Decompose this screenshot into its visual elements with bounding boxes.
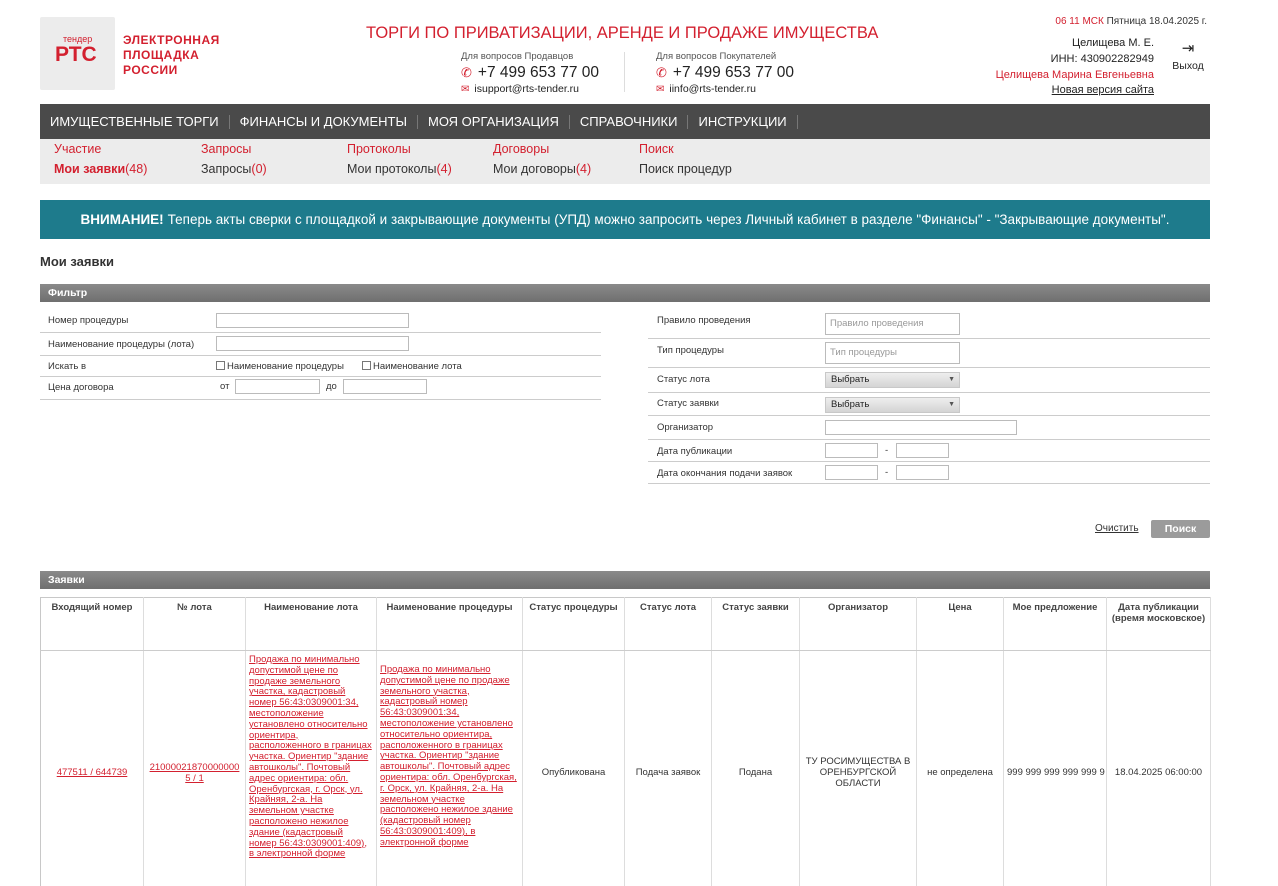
applications-section-header: Заявки [40,571,1210,589]
subnav-requests: Запросы Запросы(0) [201,142,267,176]
procedure-name-label: Наименование процедуры (лота) [48,339,195,350]
nav-finance-documents[interactable]: ФИНАНСЫ И ДОКУМЕНТЫ [230,115,418,129]
price-from-input[interactable] [235,379,320,394]
col-organizer[interactable]: Организатор [800,598,917,651]
page-title: Мои заявки [40,254,114,269]
checkbox-icon [362,361,371,370]
table-row [41,651,1211,886]
col-procedure-status[interactable]: Статус процедуры [523,598,625,651]
top-nav [40,104,1210,139]
rule-input[interactable]: Правило проведения [825,313,960,335]
publication-date: 18.04.2025 06:00:00 [1107,651,1211,886]
col-lot-number[interactable]: № лота [144,598,246,651]
col-price[interactable]: Цена [917,598,1004,651]
buyers-caption: Для вопросов Покупателей [656,51,777,62]
nav-property-trades[interactable]: ИМУЩЕСТВЕННЫЕ ТОРГИ [50,115,230,129]
filter-section-header: Фильтр [40,284,1210,302]
rts-logo[interactable] [40,17,115,90]
dropdown-arrow-icon: ▼ [948,401,955,408]
filter-divider [40,399,601,400]
brand-name: ЭЛЕКТРОННАЯ ПЛОЩАДКА РОССИИ [123,33,220,77]
filter-divider [648,483,1210,484]
user-inn: ИНН: 430902282949 [1050,53,1154,65]
mail-icon: ✉ [656,84,665,95]
rule-label: Правило проведения [657,315,751,326]
filter-divider [40,376,601,377]
col-procedure-name[interactable]: Наименование процедуры [377,598,523,651]
col-publication-date[interactable]: Дата публикации (время московское) [1107,598,1211,651]
organizer-label: Организатор [657,422,714,433]
application-status-label: Статус заявки [657,398,719,409]
dropdown-arrow-icon: ▼ [948,376,955,383]
sellers-caption: Для вопросов Продавцов [461,51,574,62]
procedure-number-label: Номер процедуры [48,315,129,326]
deadline-from-input[interactable] [825,465,878,480]
contact-divider [624,52,625,92]
application-status: Подана [712,651,800,886]
table-header-row [41,598,1211,651]
col-application-status[interactable]: Статус заявки [712,598,800,651]
organizer: ТУ РОСИМУЩЕСТВА В ОРЕНБУРГСКОЙ ОБЛАСТИ [800,651,917,886]
contract-price-label: Цена договора [48,382,114,393]
col-lot-name[interactable]: Наименование лота [246,598,377,651]
deadline-to-input[interactable] [896,465,949,480]
buyers-phone: ✆ +7 499 653 77 00 [656,64,795,81]
organizer-input[interactable] [825,420,1017,435]
mail-icon: ✉ [461,84,470,95]
procedure-status: Опубликована [523,651,625,886]
col-incoming-number[interactable]: Входящий номер [41,598,144,651]
lot-status-select[interactable]: Выбрать ▼ [825,372,960,388]
filter-divider [648,439,1210,440]
subnav-my-contracts[interactable]: Мои договоры(4) [493,162,592,176]
clear-filter-link[interactable]: Очистить [1095,523,1139,534]
site-title: ТОРГИ ПО ПРИВАТИЗАЦИИ, АРЕНДЕ И ПРОДАЖЕ ИМУЩЕСТВА [366,24,879,42]
price: не определена [917,651,1004,886]
search-in-procedure-checkbox[interactable]: Наименование процедуры [216,361,344,372]
datetime: 06 11 МСК Пятница 18.04.2025 г. [1055,16,1207,27]
incoming-number-link[interactable]: 477511 / 644739 [41,651,144,886]
phone-icon: ✆ [656,65,667,80]
nav-instructions[interactable]: ИНСТРУКЦИИ [688,115,797,129]
price-to-label: до [326,381,337,392]
subnav-search-procedures[interactable]: Поиск процедур [639,162,732,176]
price-to-input[interactable] [343,379,427,394]
lot-number-link[interactable]: 21000021870000000 5 / 1 [144,651,246,886]
filter-divider [648,392,1210,393]
user-full-name[interactable]: Целищева Марина Евгеньевна [995,69,1154,81]
phone-icon: ✆ [461,65,472,80]
checkbox-icon [216,361,225,370]
col-my-offer[interactable]: Мое предложение [1004,598,1107,651]
nav-references[interactable]: СПРАВОЧНИКИ [570,115,689,129]
publication-date-label: Дата публикации [657,446,733,457]
price-from-label: от [220,381,230,392]
filter-divider [648,338,1210,339]
nav-my-organization[interactable]: МОЯ ОРГАНИЗАЦИЯ [418,115,570,129]
subnav-contracts: Договоры Мои договоры(4) [493,142,592,176]
filter-divider [648,367,1210,368]
search-in-label: Искать в [48,361,87,372]
publication-date-from-input[interactable] [825,443,878,458]
subnav-requests-link[interactable]: Запросы(0) [201,162,267,176]
date-dash: - [885,467,889,478]
new-version-link[interactable]: Новая версия сайта [1051,84,1154,96]
sub-nav [40,139,1210,184]
notice-banner: ВНИМАНИЕ! Теперь акты сверки с площадкой и закрывающие документы (УПД) можно запросить через Личный кабинет в разделе "Финансы" - "Закрывающие документы". [40,200,1210,239]
my-offer: 999 999 999 999 999 9 [1004,651,1107,886]
logout-icon: ⇥ [1181,40,1195,57]
sellers-phone: ✆ +7 499 653 77 00 [461,64,600,81]
col-lot-status[interactable]: Статус лота [625,598,712,651]
filter-divider [648,461,1210,462]
subnav-my-applications[interactable]: Мои заявки(48) [54,162,148,176]
procedure-name-link[interactable]: Продажа по минимально допустимой цене по продаже земельного участка, кадастровый номер 56:43:0309001:34, местоположение установлено относительно ориентира, расположенного в границах участка. Ориентир "здание автошколы". Почтовый адрес ориентира: обл. Оренбургская, г. Орск, ул. Крайняя, 2-а. На земельном участке расположено нежилое здание (кадастровый номер 56:43:0309001:409), в электронной форме [377,651,523,886]
date-dash: - [885,445,889,456]
procedure-type-label: Тип процедуры [657,345,724,356]
logo-big-text: РТС [55,43,97,66]
search-button[interactable]: Поиск [1151,520,1210,538]
procedure-name-input[interactable] [216,336,409,351]
filter-divider [648,415,1210,416]
sellers-email[interactable]: ✉ isupport@rts-tender.ru [461,83,580,95]
applications-table [40,597,1211,886]
lot-status-label: Статус лота [657,374,710,385]
user-short-name: Целищева М. Е. [1071,37,1154,49]
filter-divider [40,332,601,333]
logo-small-text: тендер [63,34,93,44]
buyers-email[interactable]: ✉ iinfo@rts-tender.ru [656,83,756,95]
search-in-lot-checkbox[interactable]: Наименование лота [362,361,462,372]
subnav-protocols: Протоколы Мои протоколы(4) [347,142,452,176]
lot-status: Подача заявок [625,651,712,886]
subnav-search: Поиск Поиск процедур [639,142,732,176]
procedure-number-input[interactable] [216,313,409,328]
logout-button[interactable]: ⇥ Выход [1172,40,1204,72]
subnav-my-protocols[interactable]: Мои протоколы(4) [347,162,452,176]
procedure-type-input[interactable]: Тип процедуры [825,342,960,364]
application-status-select[interactable]: Выбрать ▼ [825,397,960,413]
filter-divider [40,355,601,356]
publication-date-to-input[interactable] [896,443,949,458]
deadline-label: Дата окончания подачи заявок [657,468,793,479]
subnav-participation: Участие Мои заявки(48) [54,142,148,176]
lot-name-link[interactable]: Продажа по минимально допустимой цене по продаже земельного участка, кадастровый номер 56:43:0309001:34, местоположение установлено относительно ориентира, расположенного в границах участка. Ориентир "здание автошколы". Почтовый адрес ориентира: обл. Оренбургская, г. Орск, ул. Крайняя, 2-а. На земельном участке расположено нежилое здание (кадастровый номер 56:43:0309001:409), в электронной форме [246,651,377,886]
